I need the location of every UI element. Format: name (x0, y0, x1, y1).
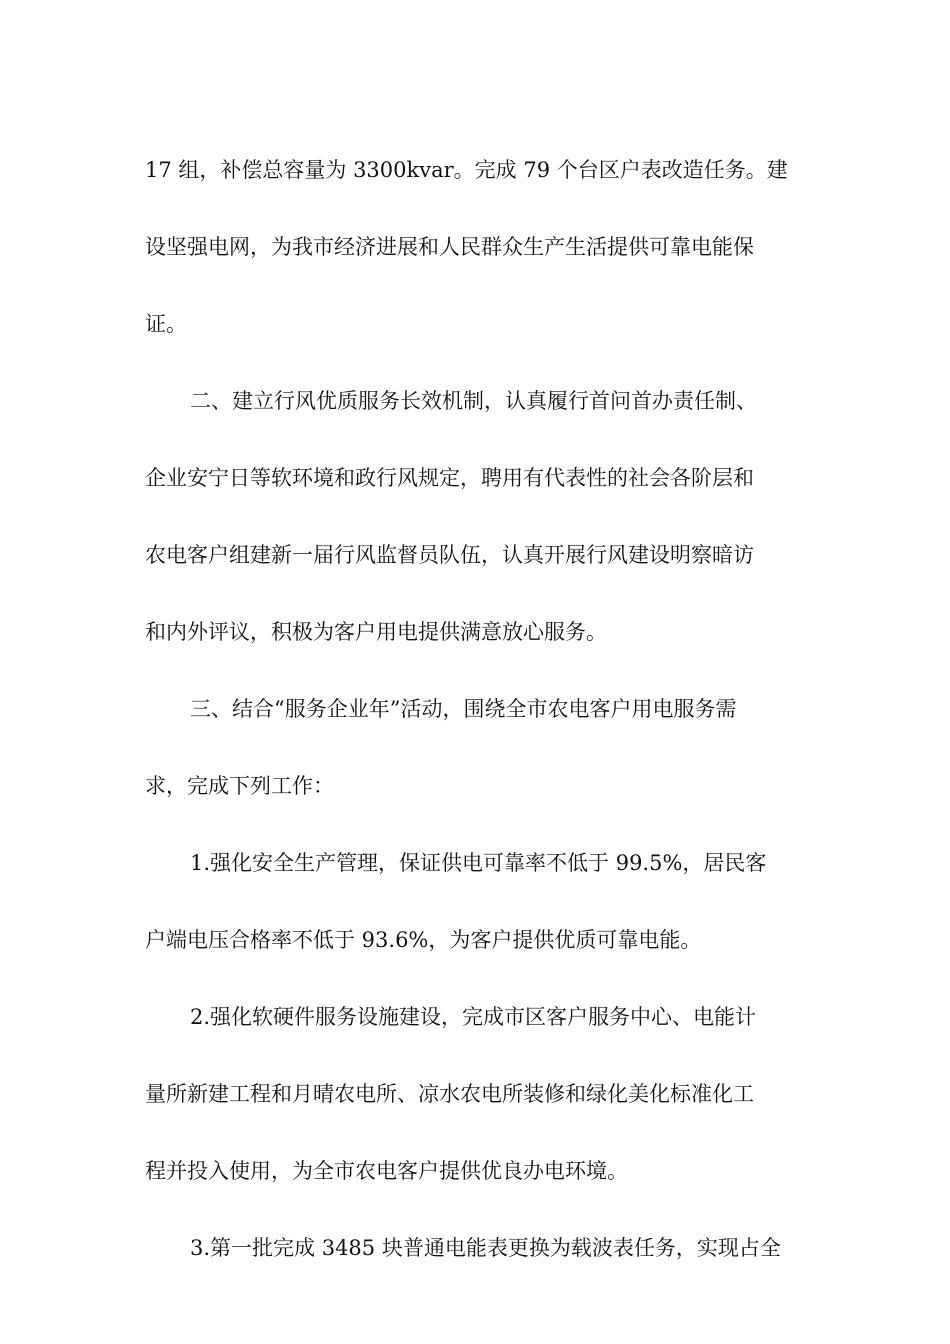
document-body (145, 132, 810, 1287)
text-line: 2.强化软硬件服务设施建设，完成市区客户服务中心、电能计 (190, 1005, 757, 1029)
text-line: 企业安宁日等软环境和政行风规定，聘用有代表性的社会各阶层和 (145, 466, 754, 490)
text-line: 农电客户组建新一届行风监督员队伍，认真开展行风建设明察暗访 (145, 543, 754, 567)
paragraph-p2 (145, 363, 810, 671)
text-line: 二、建立行风优质服务长效机制，认真履行首问首办责任制、 (190, 389, 757, 413)
paragraph-p6 (145, 1210, 810, 1287)
text-line: 三、结合“服务企业年”活动，围绕全市农电客户用电服务需 (190, 697, 737, 721)
text-line: 和内外评议，积极为客户用电提供满意放心服务。 (145, 620, 607, 644)
text-line: 程并投入使用，为全市农电客户提供优良办电环境。 (145, 1159, 628, 1183)
text-line: 量所新建工程和月晴农电所、凉水农电所装修和绿化美化标准化工 (145, 1082, 754, 1106)
paragraph-p5 (145, 979, 810, 1210)
paragraph-p3 (145, 671, 810, 825)
text-line: 设坚强电网，为我市经济进展和人民群众生产生活提供可靠电能保 (145, 235, 754, 259)
text-line: 3.第一批完成 3485 块普通电能表更换为载波表任务，实现占全 (190, 1236, 781, 1260)
paragraph-p1 (145, 132, 810, 363)
text-line: 1.强化安全生产管理，保证供电可靠率不低于 99.5%，居民客 (190, 851, 767, 875)
text-line: 求，完成下列工作： (145, 774, 334, 798)
text-line: 17 组，补偿总容量为 3300kvar。完成 79 个台区户表改造任务。建 (145, 158, 788, 182)
paragraph-p4 (145, 825, 810, 979)
text-line: 户端电压合格率不低于 93.6%，为客户提供优质可靠电能。 (145, 928, 702, 952)
text-line: 证。 (145, 312, 187, 336)
